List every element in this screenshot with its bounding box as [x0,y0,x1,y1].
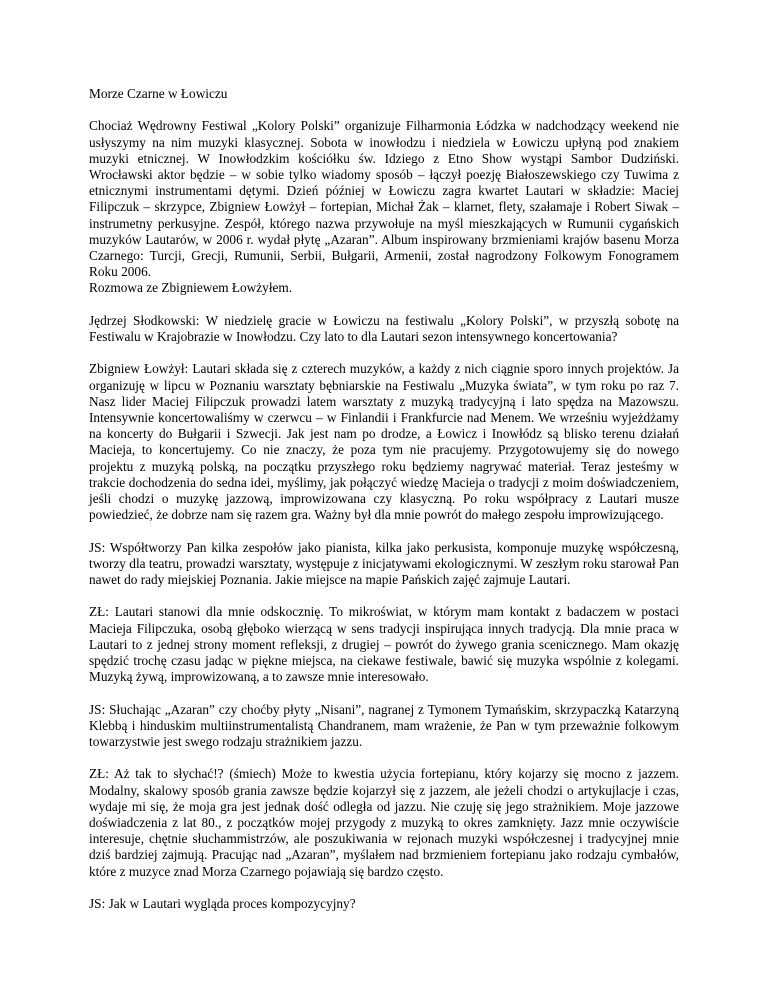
article-title: Morze Czarne w Łowiczu [89,86,228,101]
interview-heading: Rozmowa ze Zbigniewem Łowżyłem. [89,280,293,296]
document-page [89,86,679,928]
answer-paragraph: ZŁ: Lautari stanowi dla mnie odskocznię. To mikroświat, w którym mam kontakt z badaczem w postaci Macieja Filipczuka, osobą głęboko wierzącą w sens tradycji inspirująca innych tradycją. Dla mnie praca w Lautari to z jednej strony moment refleksji, z drugiej – powrót do żywego grania scenicznego. Mam okazję spędzić trochę czasu jadąc w piękne miejsca, na ciekawe festiwale, bawić się muzyka wspólnie z kolegami. Muzyką żywą, improwizowaną, a to zawsze mnie interesowało. [89,604,679,685]
answer-paragraph: Zbigniew Łowżył: Lautari składa się z czterech muzyków, a każdy z nich ciągnie sporo innych projektów. Ja organizuję w lipcu w Poznaniu warsztaty bębniarskie na Festiwalu „Muzyka świata”, w tym roku po raz 7. Nasz lider Maciej Filipczuk prowadzi latem warsztaty z muzyką tradycyjną i lato spędza na Mazowszu. Intensywnie koncertowaliśmy w czerwcu – w Finlandii i Frankfurcie nad Menem. We wrześniu wyjeżdżamy na koncerty do Bułgarii i Szwecji. Jak jest nam po drodze, a Łowicz i Inowłódz są blisko terenu działań Macieja, to koncertujemy. Co nie znaczy, że poza tym nie pracujemy. Przygotowujemy się do nowego projektu z muzyką polską, na początku przyszłego roku będziemy nagrywać materiał. Teraz jesteśmy w trakcie dochodzenia do sedna idei, myślimy, jak połączyć wiedzę Macieja o tradycji z moim doświadczeniem, jeśli chodzi o muzykę jazzową, improwizowana czy klasyczną. Po roku współpracy z Lautari musze powiedzieć, że dobrze nam się razem gra. Ważny był dla mnie powrót do małego zespołu improwizującego. [89,361,679,523]
question-paragraph: JS: Jak w Lautari wygląda proces kompozycyjny? [89,896,356,912]
question-paragraph: JS: Słuchając „Azaran” czy choćby płyty „Nisani”, nagranej z Tymonem Tymańskim, skrzypaczką Katarzyną Klebbą i hinduskim multiinstrumentalistą Chandranem, mam wrażenie, że Pan w tym przeważnie folkowym towarzystwie jest swego rodzaju strażnikiem jazzu. [89,701,679,750]
question-paragraph: JS: Współtworzy Pan kilka zespołów jako pianista, kilka jako perkusista, komponuje muzykę współczesną, tworzy dla teatru, prowadzi warsztaty, występuje z inicjatywami ekologicznymi. W zeszłym roku starował Pan nawet do rady miejskiej Poznania. Jakie miejsce na mapie Pańskich zajęć zajmuje Lautari. [89,539,679,588]
answer-paragraph: ZŁ: Aż tak to słychać!? (śmiech) Może to kwestia użycia fortepianu, który kojarzy się mocno z jazzem. Modalny, skalowy sposób grania zawsze będzie kojarzył się z jazzem, ale jeżeli chodzi o artykujlacje i czas, wydaje mi się, że moja gra jest jednak dość odległa od jazzu. Nie czuję się jego strażnikiem. Moje jazzowe doświadczenia z lat 80., z początków mojej przygody z muzyką to okres zamknięty. Jazz mnie oczywiście interesuje, chętnie słuchammistrzów, ale poszukiwania w rejonach muzyki współczesnej i tradycyjnej mnie dziś bardziej zajmują. Pracując nad „Azaran”, myślałem nad brzmieniem fortepianu jako rodzaju cymbałów, które z muzyce znad Morza Czarnego pojawiają się bardzo często. [89,766,679,879]
intro-block [89,118,679,296]
intro-paragraph: Chociaż Wędrowny Festiwal „Kolory Polski” organizuje Filharmonia Łódzka w nadchodzący weekend nie usłyszymy na nim muzyki klasycznej. Sobota w inowłodzu i niedziela w Łowiczu upłyną pod znakiem muzyki etnicznej. W Inowłodzkim kościółku św. Idziego z Etno Show wystąpi Sambor Dudziński. Wrocławski aktor będzie – w sobie tylko wiadomy sposób – łączył poezję Białoszewskiego czy Tuwima z etnicznymi instrumentami dętymi. Dzień później w Łowiczu zagra kwartet Lautari w składzie: Maciej Filipczuk – skrzypce, Zbigniew Łowżył – fortepian, Michał Żak – klarnet, flety, szałamaje i Robert Siwak – instrumetny perkusyjne. Zespół, którego nazwa przywołuje na myśl mieszkających w Rumunii cygańskich muzyków Lautarów, w 2006 r. wydał płytę „Azaran”. Album inspirowany brzmieniami krajów basenu Morza Czarnego: Turcji, Grecji, Rumunii, Serbii, Bułgarii, Armenii, został nagrodzony Folkowym Fonogramem Roku 2006. [89,118,679,280]
question-paragraph: Jędrzej Słodkowski: W niedzielę gracie w Łowiczu na festiwalu „Kolory Polski”, w przyszłą sobotę na Festiwalu w Krajobrazie w Inowłodzu. Czy lato to dla Lautari sezon intensywnego koncertowania? [89,312,679,345]
